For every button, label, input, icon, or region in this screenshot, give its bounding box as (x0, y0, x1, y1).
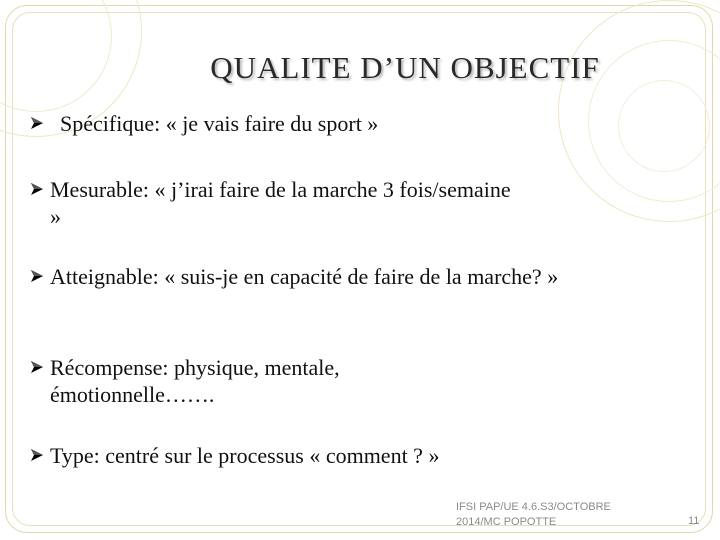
slide-footer: IFSI PAP/UE 4.6.S3/OCTOBRE 2014/MC POPOTTE (456, 501, 611, 528)
arrow-bullet-icon (30, 359, 45, 375)
arrow-bullet-icon (30, 181, 45, 197)
bullet-text: Atteignable: « suis-je en capacité de faire de la marche? » (50, 264, 559, 289)
bullet-text: Spécifique: « je vais faire du sport » (60, 111, 379, 136)
slide-title: QUALITE D’UN OBJECTIF (210, 50, 600, 85)
arrow-bullet-icon (30, 268, 45, 284)
decor-circle (618, 80, 710, 172)
arrow-bullet-icon (30, 115, 45, 131)
arrow-bullet-icon (30, 447, 45, 463)
bullet-text: Récompense: physique, mentale, émotionnelle……. (50, 355, 340, 407)
bullet-text: Mesurable: « j’irai faire de la marche 3 fois/semaine » (50, 177, 511, 229)
bullet-text: Type: centré sur le processus « comment ? » (50, 443, 440, 468)
page-number: 11 (688, 515, 700, 527)
